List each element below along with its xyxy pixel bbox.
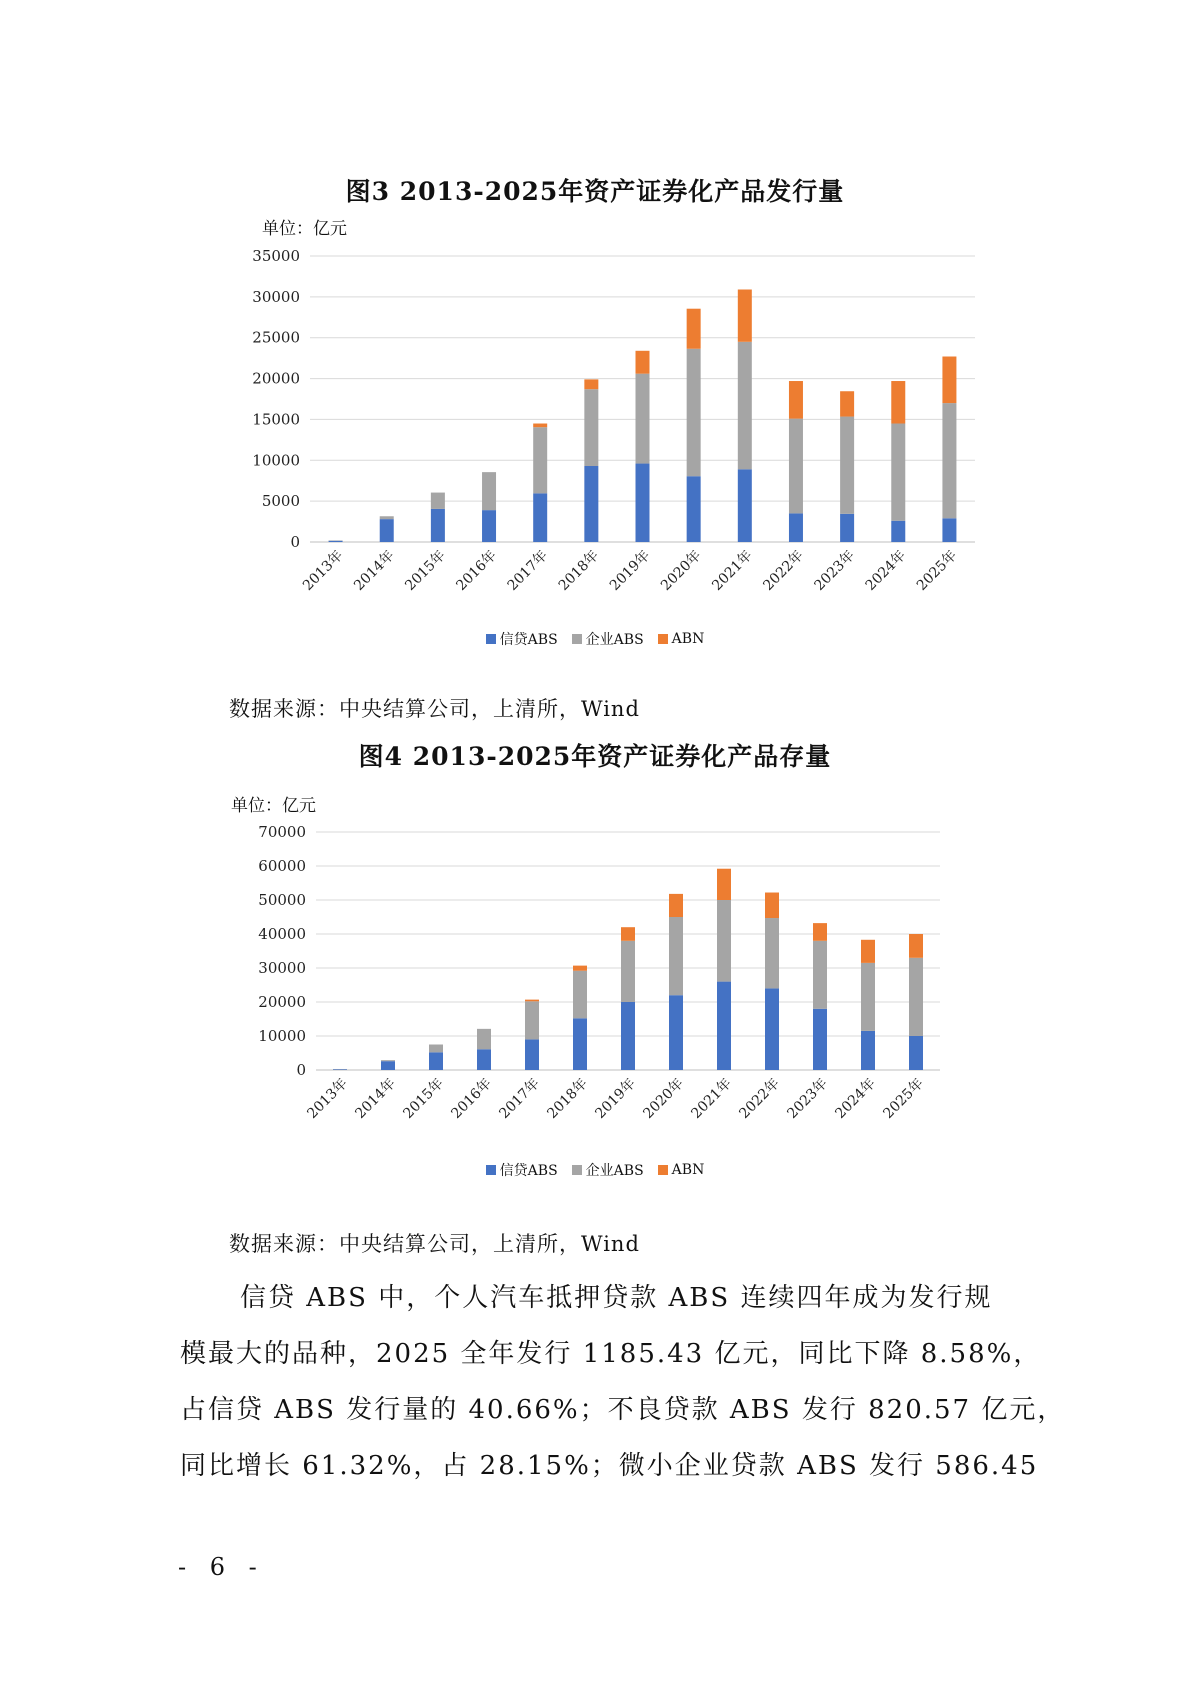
chart3-bar-abn (840, 391, 854, 416)
chart4-unit-label: 单位：亿元 (231, 796, 316, 816)
chart4-bar-corporate-abs (573, 971, 587, 1019)
chart4-bar-credit-abs (861, 1031, 875, 1070)
chart4-xtick-label: 2016年 (448, 1075, 495, 1122)
chart3-legend-item (572, 629, 644, 649)
chart3-xtick-label: 2022年 (760, 547, 807, 594)
chart4-source: 数据来源：中央结算公司，上清所，Wind (229, 1232, 640, 1256)
chart4-xtick-label: 2022年 (736, 1075, 783, 1122)
chart4-bar-corporate-abs (477, 1029, 491, 1049)
chart4-ytick-label: 0 (296, 1061, 306, 1079)
chart4-bar-abn (813, 923, 827, 941)
chart3-bar-abn (636, 351, 650, 374)
chart4-legend-swatch (572, 1165, 582, 1175)
chart4-bar-corporate-abs (765, 918, 779, 988)
chart3-legend-label: 企业ABS (585, 632, 644, 648)
chart4-bar-abn (525, 1000, 539, 1002)
chart3-bar-corporate-abs (789, 419, 803, 514)
chart4-bar-corporate-abs (717, 900, 731, 982)
chart3-bar-credit-abs (636, 464, 650, 542)
chart4-bar-abn (765, 893, 779, 919)
chart3-bar-abn (687, 309, 701, 349)
chart4-ytick-label: 20000 (258, 993, 306, 1011)
chart4-bar-abn (909, 934, 923, 958)
chart4-bar-corporate-abs (909, 958, 923, 1036)
chart4-bar-corporate-abs (381, 1060, 395, 1061)
chart3-legend-swatch (572, 634, 582, 644)
chart4-ytick-label: 50000 (258, 891, 306, 909)
chart4-legend-label: ABN (671, 1162, 705, 1178)
chart3-ytick-label: 30000 (252, 287, 300, 306)
chart4-xtick-label: 2019年 (592, 1075, 639, 1122)
chart4-legend-swatch (658, 1165, 668, 1175)
chart4-bar-corporate-abs (429, 1045, 443, 1053)
chart4-xtick-label: 2021年 (688, 1075, 735, 1122)
chart3-legend (0, 629, 1190, 649)
paragraph-line-3: 占信贷 ABS 发行量的 40.66%；不良贷款 ABS 发行 820.57 亿元， (180, 1395, 1066, 1425)
chart3-ytick-label: 10000 (252, 451, 300, 470)
chart4-title: 图4 2013-2025年资产证券化产品存量 (358, 742, 832, 771)
chart3-bar-credit-abs (891, 521, 905, 542)
chart3-xtick-label: 2020年 (658, 547, 705, 594)
chart3-xtick-label: 2014年 (351, 547, 398, 594)
chart3-ytick-label: 5000 (261, 492, 300, 511)
chart3-issuance-bar-chart (240, 236, 980, 626)
chart4-bar-abn (573, 966, 587, 971)
chart3-xtick-label: 2023年 (811, 547, 858, 594)
chart3-xtick-label: 2024年 (862, 547, 910, 594)
chart4-legend-item (486, 1160, 558, 1180)
chart4-xtick-label: 2023年 (784, 1075, 831, 1122)
chart3-legend-label: 信贷ABS (499, 632, 558, 648)
chart4-bar-credit-abs (525, 1039, 539, 1070)
chart3-bar-corporate-abs (636, 374, 650, 464)
chart4-outstanding-bar-chart (220, 816, 960, 1176)
chart4-xtick-label: 2015年 (400, 1075, 447, 1122)
chart4-bar-credit-abs (381, 1061, 395, 1070)
chart3-ytick-label: 35000 (252, 247, 300, 265)
chart4-bar-corporate-abs (861, 963, 875, 1031)
chart4-ytick-label: 70000 (258, 823, 306, 841)
chart4-legend-label: 企业ABS (585, 1163, 644, 1179)
chart4-legend (0, 1160, 1190, 1180)
chart3-bar-credit-abs (584, 466, 598, 542)
chart4-ytick-label: 30000 (258, 959, 306, 977)
chart3-bar-corporate-abs (533, 427, 547, 493)
chart3-bar-abn (533, 424, 547, 428)
chart3-bar-corporate-abs (738, 342, 752, 469)
chart3-bar-credit-abs (329, 541, 343, 542)
chart3-bar-credit-abs (380, 519, 394, 542)
paragraph-line-1: 信贷 ABS 中，个人汽车抵押贷款 ABS 连续四年成为发行规 (240, 1283, 993, 1313)
chart3-xtick-label: 2015年 (402, 547, 449, 594)
chart4-xtick-label: 2013年 (304, 1075, 351, 1122)
chart4-bar-credit-abs (813, 1009, 827, 1070)
chart4-ytick-label: 10000 (258, 1027, 306, 1045)
chart3-bar-corporate-abs (942, 403, 956, 518)
page-number: - 6 - (178, 1553, 265, 1581)
chart3-bar-corporate-abs (380, 516, 394, 519)
chart4-bar-credit-abs (477, 1049, 491, 1070)
chart4-bar-credit-abs (717, 982, 731, 1070)
chart3-bar-credit-abs (533, 493, 547, 542)
chart3-legend-swatch (486, 634, 496, 644)
chart4-bar-corporate-abs (621, 941, 635, 1002)
chart4-legend-label: 信贷ABS (499, 1163, 558, 1179)
chart3-source: 数据来源：中央结算公司，上清所，Wind (229, 697, 640, 721)
chart3-legend-item (658, 631, 705, 647)
chart4-bar-corporate-abs (669, 917, 683, 995)
chart3-ytick-label: 20000 (252, 369, 300, 388)
chart3-bar-credit-abs (482, 510, 496, 542)
chart4-bar-abn (717, 869, 731, 900)
chart4-bar-abn (861, 940, 875, 963)
paragraph-line-2: 模最大的品种，2025 全年发行 1185.43 亿元，同比下降 8.58%， (180, 1339, 1042, 1369)
chart3-bar-abn (891, 381, 905, 423)
chart3-bar-abn (942, 357, 956, 404)
chart3-xtick-label: 2017年 (504, 547, 552, 594)
chart4-legend-item (658, 1162, 705, 1178)
chart4-ytick-label: 60000 (258, 857, 306, 875)
chart4-bar-credit-abs (765, 988, 779, 1070)
chart4-bar-abn (621, 927, 635, 941)
chart3-xtick-label: 2018年 (555, 547, 603, 594)
chart3-xtick-label: 2021年 (709, 547, 756, 594)
chart3-xtick-label: 2016年 (453, 547, 500, 594)
chart4-xtick-label: 2025年 (880, 1075, 927, 1122)
chart4-bar-corporate-abs (813, 941, 827, 1009)
chart3-xtick-label: 2025年 (913, 547, 961, 594)
chart3-ytick-label: 0 (290, 533, 300, 551)
chart4-xtick-label: 2017年 (496, 1075, 543, 1122)
chart3-xtick-label: 2013年 (299, 547, 347, 594)
chart4-bar-credit-abs (429, 1052, 443, 1070)
chart4-legend-swatch (486, 1165, 496, 1175)
chart4-bar-credit-abs (621, 1002, 635, 1070)
chart3-xtick-label: 2019年 (606, 547, 654, 594)
chart3-ytick-label: 25000 (252, 328, 300, 347)
chart3-legend-swatch (658, 634, 668, 644)
chart3-legend-item (486, 629, 558, 649)
chart3-bar-credit-abs (942, 518, 956, 542)
chart4-xtick-label: 2018年 (544, 1075, 591, 1122)
chart4-bar-credit-abs (669, 995, 683, 1070)
chart4-ytick-label: 40000 (258, 925, 306, 943)
chart3-legend-label: ABN (671, 631, 705, 647)
chart3-bar-credit-abs (789, 513, 803, 542)
chart4-bar-abn (669, 894, 683, 917)
chart3-bar-credit-abs (840, 514, 854, 542)
chart3-title: 图3 2013-2025年资产证券化产品发行量 (345, 177, 845, 206)
chart3-bar-credit-abs (431, 509, 445, 542)
chart4-xtick-label: 2024年 (832, 1075, 879, 1122)
chart3-bar-abn (789, 381, 803, 419)
chart3-bar-corporate-abs (482, 472, 496, 510)
chart3-ytick-label: 15000 (252, 410, 300, 429)
paragraph-line-4: 同比增长 61.32%，占 28.15%；微小企业贷款 ABS 发行 586.45 (180, 1451, 1039, 1481)
chart4-xtick-label: 2014年 (352, 1075, 399, 1122)
chart3-bar-corporate-abs (840, 417, 854, 514)
chart4-bar-credit-abs (573, 1018, 587, 1070)
chart3-bar-credit-abs (687, 476, 701, 542)
chart4-bar-credit-abs (333, 1069, 347, 1070)
chart3-unit-label: 单位：亿元 (262, 219, 347, 239)
chart4-legend-item (572, 1160, 644, 1180)
chart3-bar-abn (738, 290, 752, 342)
chart3-bar-abn (584, 379, 598, 389)
chart3-bar-corporate-abs (584, 389, 598, 466)
chart3-bar-credit-abs (738, 469, 752, 542)
chart4-bar-credit-abs (909, 1036, 923, 1070)
chart4-bar-corporate-abs (525, 1001, 539, 1039)
chart3-bar-corporate-abs (891, 424, 905, 521)
chart4-xtick-label: 2020年 (640, 1075, 687, 1122)
chart3-bar-corporate-abs (687, 349, 701, 476)
chart3-bar-corporate-abs (431, 493, 445, 509)
